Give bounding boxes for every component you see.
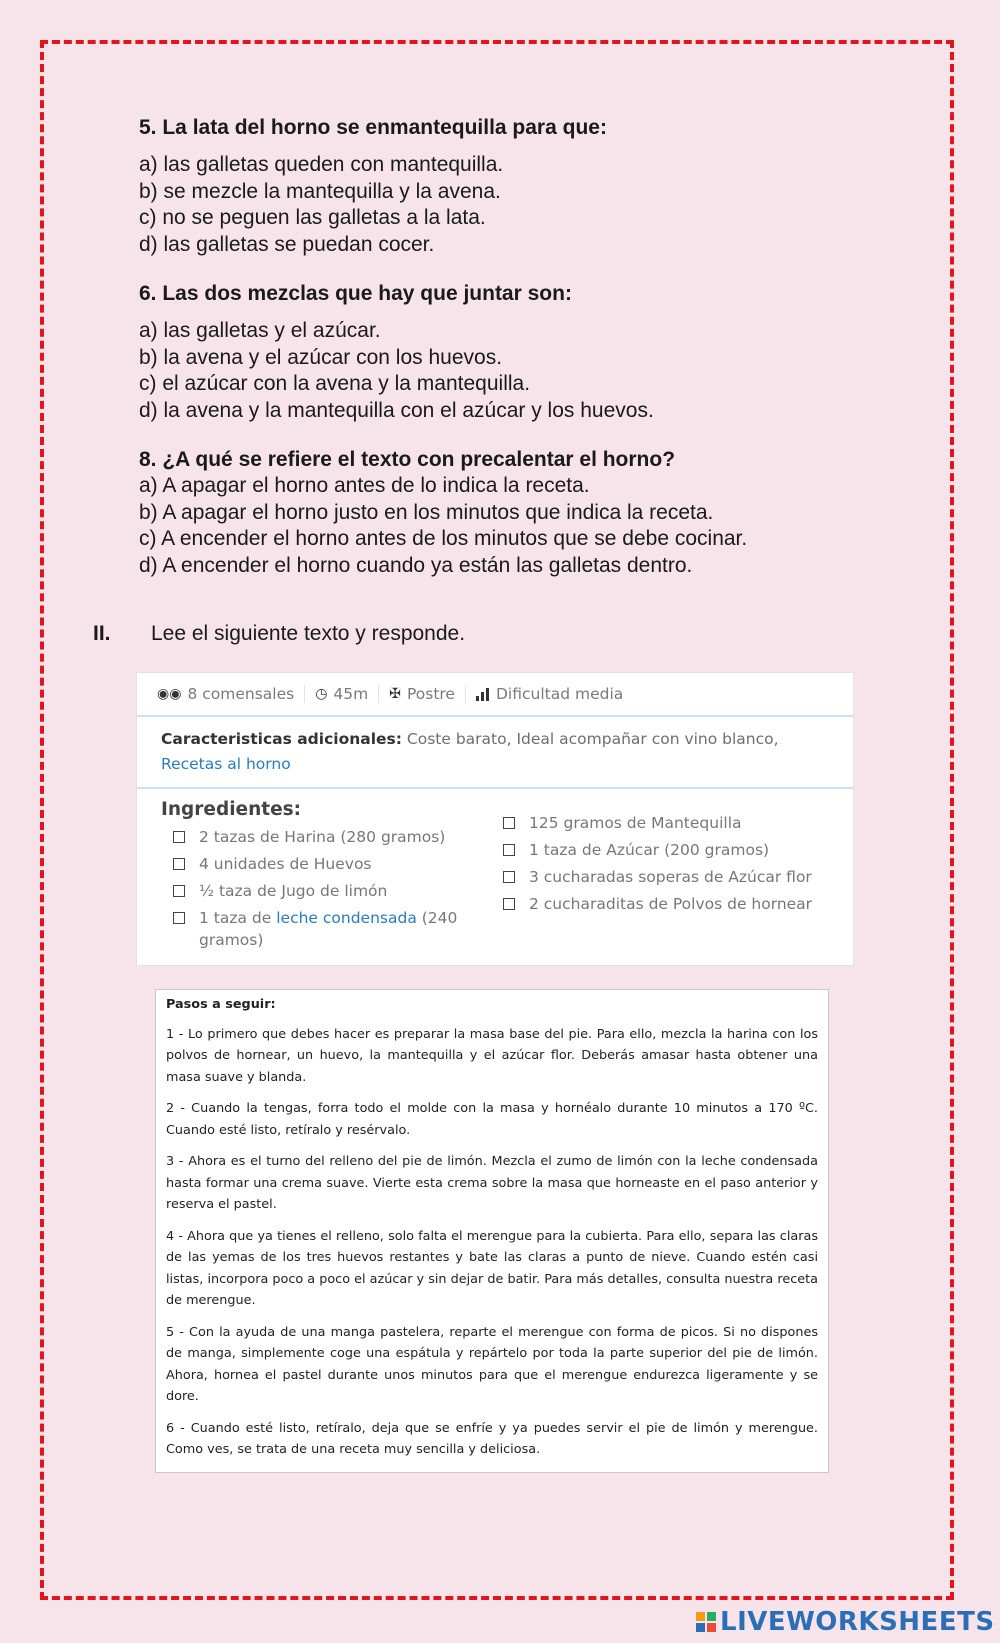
checkbox[interactable]	[503, 817, 515, 829]
people-icon: ◉◉	[157, 686, 182, 702]
ingredients-right-column	[503, 810, 833, 951]
section-instruction: Lee el siguiente texto y responde.	[151, 622, 466, 645]
ingredients-list	[137, 814, 853, 951]
step-3: 3 - Ahora es el turno del relleno del pie de limón. Mezcla el zumo de limón con la leche condensada hasta formar una crema suave. Vierte esta crema sobre la masa que horneaste en el paso anterior y reserva el pastel.	[166, 1154, 818, 1212]
option-b: b) A apagar el horno justo en los minutos que indica la receta.	[139, 500, 714, 524]
questions-area	[139, 114, 919, 601]
question-title: 6. Las dos mezclas que hay que juntar son:	[139, 282, 572, 305]
diners-meta	[157, 685, 305, 703]
difficulty-meta	[476, 685, 633, 703]
option-d: d) la avena y la mantequilla con el azúcar y los huevos.	[139, 398, 654, 422]
time-label: 45m	[333, 685, 369, 703]
recipe-meta-bar	[137, 673, 853, 717]
ingredients-left-column	[173, 824, 503, 951]
checkbox[interactable]	[173, 912, 185, 924]
checkbox[interactable]	[173, 885, 185, 897]
question-5	[139, 114, 919, 258]
steps-title: Pasos a seguir:	[166, 997, 276, 1012]
step-1: 1 - Lo primero que debes hacer es preparar la masa base del pie. Para ello, mezcla la harina con los polvos de hornear, un huevo, la mantequilla y el azúcar flor. Deberás amasar hasta obtener una masa suave y blanda.	[166, 1026, 818, 1085]
question-title: 8. ¿A qué se refiere el texto con precalentar el horno?	[139, 448, 676, 471]
category-label: Postre	[406, 685, 455, 703]
liveworksheets-logo	[696, 1607, 995, 1637]
recipe-card	[136, 672, 854, 966]
oven-recipes-link[interactable]: Recetas al horno	[161, 755, 291, 773]
section-number: II.	[93, 622, 111, 645]
extra-characteristics	[137, 717, 853, 789]
ingredient-item[interactable]: 125 gramos de Mantequilla	[503, 810, 833, 837]
ingredient-item[interactable]: 4 unidades de Huevos	[173, 851, 503, 878]
ingredients-title: Ingredientes:	[161, 799, 302, 820]
option-a: a) las galletas queden con mantequilla.	[139, 153, 504, 176]
option-c: c) el azúcar con la avena y la mantequilla.	[139, 372, 531, 395]
logo-squares-icon	[696, 1612, 716, 1632]
step-6: 6 - Cuando esté listo, retíralo, deja que se enfríe y ya puedes servir el pie de limón y merengue. Como ves, se trata de una receta muy sencilla y deliciosa.	[166, 1420, 818, 1457]
ingredient-item[interactable]: 1 taza de Azúcar (200 gramos)	[503, 837, 833, 864]
extra-label: Caracteristicas adicionales:	[161, 730, 402, 748]
checkbox[interactable]	[503, 871, 515, 883]
option-b: b) la avena y el azúcar con los huevos.	[139, 345, 503, 369]
difficulty-label: Dificultad media	[495, 685, 624, 703]
question-6	[139, 280, 919, 424]
clock-icon: ◷	[315, 686, 328, 702]
option-d: d) las galletas se puedan cocer.	[139, 232, 435, 256]
step-5: 5 - Con la ayuda de una manga pastelera, reparte el merengue con forma de picos. Si no dispones de manga, simplemente coge una espátula y repártelo por toda la parte superior del pie de limón. Ahora, hornea el pastel durante unos minutos para que el merengue endurezca ligeramente y se dore.	[166, 1324, 818, 1404]
ingredient-item[interactable]: ½ taza de Jugo de limón	[173, 878, 503, 905]
option-a: a) A apagar el horno antes de lo indica la receta.	[139, 474, 590, 497]
diners-label: 8 comensales	[187, 685, 295, 703]
cutlery-icon: ✠	[389, 686, 401, 702]
ingredient-item[interactable]: 2 cucharaditas de Polvos de hornear	[503, 891, 833, 918]
condensed-milk-link[interactable]: leche condensada	[276, 909, 417, 927]
checkbox[interactable]	[173, 858, 185, 870]
option-c: c) no se peguen las galletas a la lata.	[139, 206, 486, 229]
step-2: 2 - Cuando la tengas, forra todo el molde con la masa y hornéalo durante 10 minutos a 170 ºC. Cuando esté listo, retíralo y resérvalo.	[166, 1101, 818, 1138]
ingredient-item[interactable]: 1 taza de leche condensada (240 gramos)	[173, 905, 503, 951]
ingredient-item[interactable]: 3 cucharadas soperas de Azúcar flor	[503, 864, 833, 891]
step-4: 4 - Ahora que ya tienes el relleno, solo falta el merengue para la cubierta. Para ello, separa las claras de las yemas de los tres huevos restantes y bate las claras a punto de nieve. Cuando estén casi listas, incorpora poco a poco el azúcar y sin dejar de batir. Para más detalles, consulta nuestra receta de merengue.	[166, 1228, 818, 1308]
checkbox[interactable]	[503, 844, 515, 856]
recipe-steps	[155, 989, 829, 1473]
section-heading	[93, 620, 465, 647]
option-a: a) las galletas y el azúcar.	[139, 319, 381, 342]
option-d: d) A encender el horno cuando ya están las galletas dentro.	[139, 553, 693, 577]
option-b: b) se mezcle la mantequilla y la avena.	[139, 179, 501, 203]
question-title: 5. La lata del horno se enmantequilla para que:	[139, 116, 607, 139]
checkbox[interactable]	[503, 898, 515, 910]
checkbox[interactable]	[173, 831, 185, 843]
difficulty-bars-icon	[476, 688, 489, 701]
ingredient-item[interactable]: 2 tazas de Harina (280 gramos)	[173, 824, 503, 851]
time-meta	[315, 685, 379, 703]
option-c: c) A encender el horno antes de los minutos que se debe cocinar.	[139, 527, 748, 550]
question-8	[139, 446, 919, 579]
logo-text: LIVEWORKSHEETS	[720, 1607, 995, 1637]
extra-text: Coste barato, Ideal acompañar con vino blanco,	[401, 730, 779, 748]
category-meta	[389, 685, 466, 703]
